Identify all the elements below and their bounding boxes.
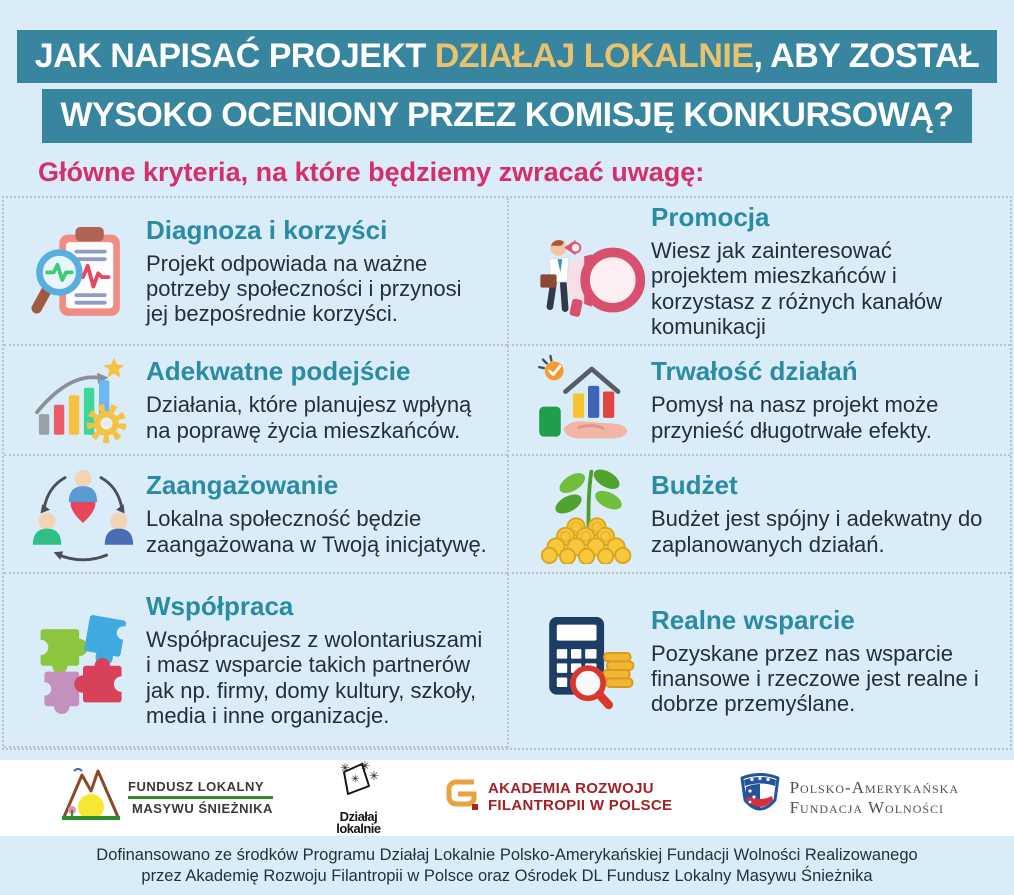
svg-text:✳: ✳ <box>351 773 360 785</box>
criteria-text-block <box>651 605 1004 717</box>
banner-line-2 <box>42 89 971 142</box>
logo-arf-text <box>488 781 672 814</box>
criteria-card-zaangazowanie <box>4 456 507 574</box>
banner-text-line2: WYSOKO OCENIONY PRZEZ KOMISJĘ KONKURSOWĄ? <box>60 96 954 135</box>
criteria-text-block <box>146 470 501 557</box>
logo-dl-line2: lokalnie <box>336 821 381 837</box>
criteria-title: Realne wsparcie <box>651 604 855 635</box>
criteria-card-trwalosc <box>507 346 1010 456</box>
calculator-search-icon <box>525 611 651 711</box>
criteria-title: Budżet <box>651 470 738 501</box>
criteria-body: Współpracujesz z wolontariuszami i masz wsparcie takich partnerów jak np. firmy, domy kultury, szkoły, media i inne organizacje. <box>146 627 483 729</box>
criteria-text-block <box>146 591 501 728</box>
criteria-body: Wiesz jak zainteresować projektem mieszkańców i korzystasz z różnych kanałów komunikacji <box>651 238 942 340</box>
banner-text-suffix: , ABY ZOSTAŁ <box>753 37 980 75</box>
logo-pafw <box>736 772 959 823</box>
funding-disclaimer-line1: Dofinansowano ze środków Programu Działaj Lokalnie Polsko-Amerykańskiej Fundacji Wolności Realizowanego <box>96 845 918 864</box>
criteria-body: Projekt odpowiada na ważne potrzeby społeczności i przynosi jej bezpośrednie korzyści. <box>146 250 462 327</box>
criteria-text-block <box>651 470 1004 557</box>
money-plant-icon <box>525 464 651 564</box>
logo-fundusz-lokalny-masywu-snieznika <box>60 765 273 830</box>
banner-text-prefix: JAK NAPISAĆ PROJEKT <box>34 37 435 75</box>
hand-house-chart-icon <box>525 354 651 446</box>
criteria-text-block <box>146 215 501 327</box>
svg-text:✳: ✳ <box>369 768 380 783</box>
criteria-card-promocja <box>507 198 1010 346</box>
criteria-grid <box>2 196 1012 750</box>
logo-flms-line2: MASYWU ŚNIEŻNIKA <box>132 801 273 817</box>
criteria-text-block <box>651 202 1004 339</box>
criteria-title: Adekwatne podejście <box>146 356 411 387</box>
criteria-card-budzet <box>507 456 1010 574</box>
logo-akademia-rozwoju-filantropii <box>444 776 672 819</box>
criteria-title: Diagnoza i korzyści <box>146 214 388 245</box>
logo-dl-line1: Działaj <box>339 808 378 824</box>
logo-arf-line2: FILANTROPII W POLSCE <box>487 796 673 814</box>
logo-flms-text <box>128 779 273 816</box>
logo-arf-line1: AKADEMIA ROZWOJU <box>487 780 654 798</box>
svg-text:✳: ✳ <box>360 759 371 773</box>
puzzle-pieces-icon <box>20 604 146 716</box>
funding-disclaimer <box>0 845 1014 888</box>
logo-dl-text <box>336 808 381 837</box>
criteria-card-realne-wsparcie <box>507 574 1010 748</box>
criteria-title: Zaangażowanie <box>146 470 339 501</box>
criteria-intro-heading: Główne kryteria, na które będziemy zwracać uwagę: <box>38 156 705 187</box>
criteria-body: Lokalna społeczność będzie zaangażowana w Twoją inicjatywę. <box>146 506 487 557</box>
dzialaj-lokalnie-sketch-icon <box>336 760 380 805</box>
people-heart-cycle-icon <box>20 464 146 564</box>
criteria-card-diagnoza <box>4 198 507 346</box>
criteria-body: Pozyskane przez nas wsparcie finansowe i rzeczowe jest realne i dobrze przemyślane. <box>651 640 979 717</box>
criteria-body: Pomysł na nasz projekt może przynieść długotrwałe efekty. <box>651 392 939 443</box>
criteria-body: Działania, które planujesz wpłyną na poprawę życia mieszkańców. <box>146 392 472 443</box>
criteria-title: Współpraca <box>146 591 294 622</box>
arf-e-icon <box>444 776 482 819</box>
criteria-text-block <box>146 356 501 443</box>
criteria-card-wspolpraca <box>4 574 507 748</box>
megaphone-person-icon <box>525 221 651 321</box>
criteria-title: Trwałość działań <box>651 356 858 387</box>
pafw-shield-icon <box>736 772 784 823</box>
criteria-body: Budżet jest spójny i adekwatny do zaplanowanych działań. <box>651 506 983 557</box>
growth-chart-icon <box>20 354 146 446</box>
logo-pafw-line2: Fundacja Wolności <box>789 797 945 817</box>
funding-disclaimer-line2: przez Akademię Rozwoju Filantropii w Polsce oraz Ośrodek DL Fundusz Lokalny Masywu Śnieżnika <box>141 867 873 886</box>
partner-logo-strip <box>0 760 1014 836</box>
svg-text:✳: ✳ <box>340 760 351 775</box>
logo-pafw-line1: Polsko-Amerykańska <box>789 778 959 798</box>
clipboard-search-icon <box>20 221 146 321</box>
criteria-text-block <box>651 356 1004 443</box>
banner-text-highlight: DZIAŁAJ LOKALNIE <box>434 37 754 75</box>
mountain-sun-icon <box>60 765 122 830</box>
logo-flms-line1: FUNDUSZ LOKALNY <box>128 779 273 799</box>
logo-pafw-text <box>790 778 959 817</box>
criteria-card-adekwatne <box>4 346 507 456</box>
logo-dzialaj-lokalnie <box>336 760 380 836</box>
criteria-title: Promocja <box>651 202 770 233</box>
banner-line-1 <box>17 30 997 83</box>
title-banner <box>0 0 1014 143</box>
